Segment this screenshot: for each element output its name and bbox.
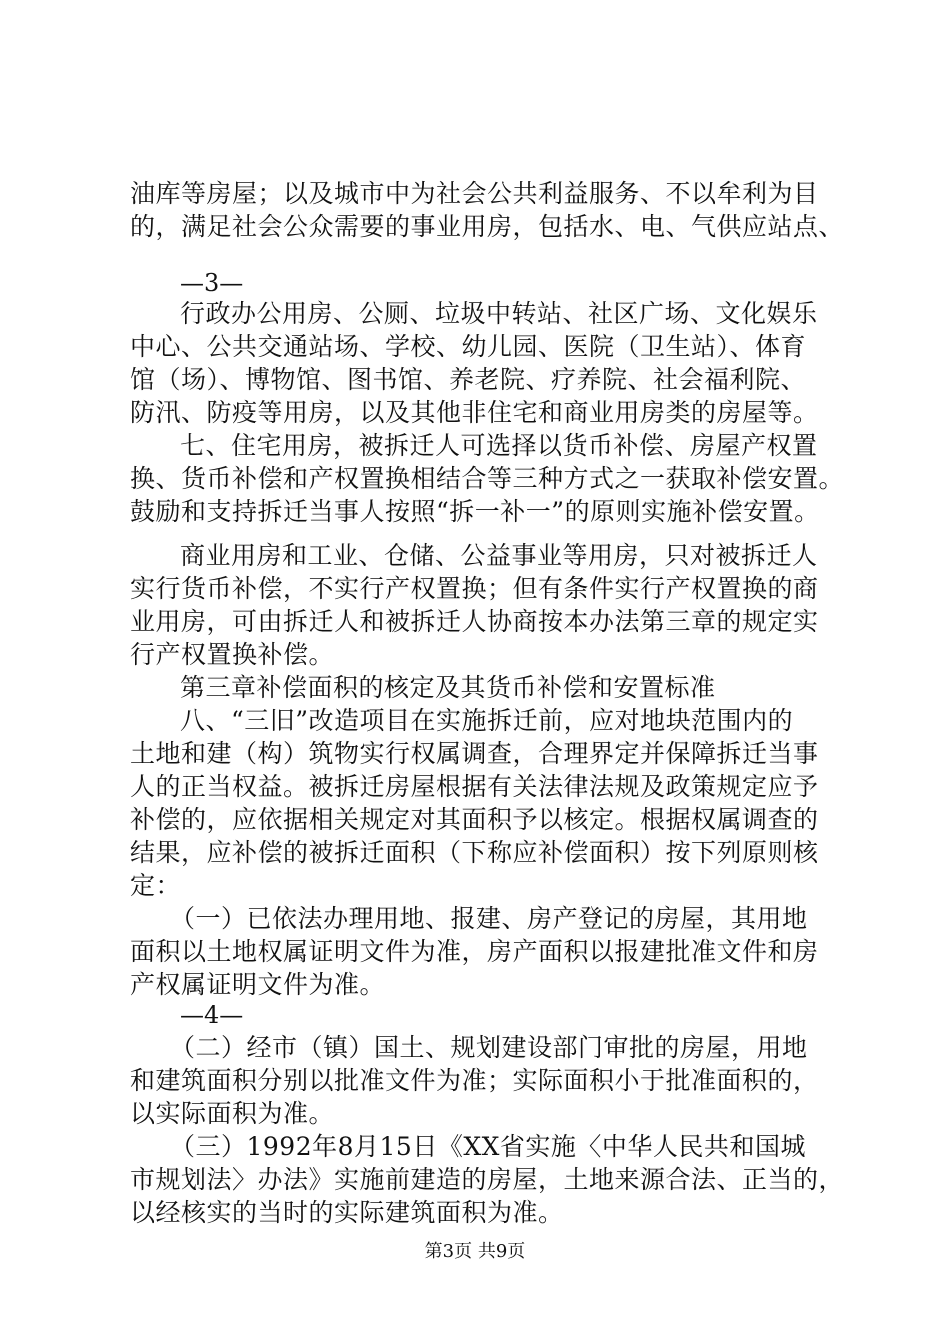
text-line: 结果，应补偿的被拆迁面积（下称应补偿面积）按下列原则核 xyxy=(130,838,819,867)
text-line: 商业用房和工业、仓储、公益事业等用房，只对被拆迁人 xyxy=(180,541,818,570)
text-line: 实行货币补偿，不实行产权置换；但有条件实行产权置换的商 xyxy=(130,574,819,603)
page-marker: —3— xyxy=(180,269,244,297)
text-line: 以实际面积为准。 xyxy=(130,1099,335,1128)
text-line: 中心、公共交通站场、学校、幼儿园、医院（卫生站）、体育 xyxy=(130,332,807,361)
text-line: 市规划法〉办法》实施前建造的房屋，土地来源合法、正当的， xyxy=(130,1165,845,1194)
text-line: 防汛、防疫等用房，以及其他非住宅和商业用房类的房屋等。 xyxy=(130,398,819,427)
text-line: 鼓励和支持拆迁当事人按照“拆一补一”的原则实施补偿安置。 xyxy=(130,497,820,526)
text-line: 补偿的，应依据相关规定对其面积予以核定。根据权属调查的 xyxy=(130,805,819,834)
text-line: 以经核实的当时的实际建筑面积为准。 xyxy=(130,1198,564,1227)
text-line: 业用房，可由拆迁人和被拆迁人协商按本办法第三章的规定实 xyxy=(130,607,819,636)
text-line: 人的正当权益。被拆迁房屋根据有关法律法规及政策规定应予 xyxy=(130,772,819,801)
section-heading: 第三章补偿面积的核定及其货币补偿和安置标准 xyxy=(180,673,716,702)
text-line: 行政办公用房、公厕、垃圾中转站、社区广场、文化娱乐 xyxy=(180,299,818,328)
text-line: 定： xyxy=(130,871,182,900)
text-line: 土地和建（构）筑物实行权属调查，合理界定并保障拆迁当事 xyxy=(130,739,819,768)
text-line: 行产权置换补偿。 xyxy=(130,640,335,669)
text-line: （一）已依法办理用地、报建、房产登记的房屋，其用地 xyxy=(170,904,808,933)
text-line: 油库等房屋；以及城市中为社会公共利益服务、不以牟利为目 xyxy=(130,179,819,208)
page-marker: —4— xyxy=(180,1001,244,1029)
text-line: 馆（场）、博物馆、图书馆、养老院、疗养院、社会福利院、 xyxy=(130,365,807,394)
text-line: （三）1992年8月15日《XX省实施〈中华人民共和国城 xyxy=(170,1132,806,1161)
page-footer: 第3页 共9页 xyxy=(424,1241,526,1262)
text-line: 七、住宅用房，被拆迁人可选择以货币补偿、房屋产权置 xyxy=(180,431,818,460)
text-line: 的，满足社会公众需要的事业用房，包括水、电、气供应站点、 xyxy=(130,212,845,241)
text-line: 和建筑面积分别以批准文件为准；实际面积小于批准面积的， xyxy=(130,1066,819,1095)
text-line: 面积以土地权属证明文件为准，房产面积以报建批准文件和房 xyxy=(130,937,819,966)
text-line: 换、货币补偿和产权置换相结合等三种方式之一获取补偿安置。 xyxy=(130,464,845,493)
text-line: 产权属证明文件为准。 xyxy=(130,970,386,999)
text-line: （二）经市（镇）国土、规划建设部门审批的房屋，用地 xyxy=(170,1033,808,1062)
text-line: 八、“三旧”改造项目在实施拆迁前，应对地块范围内的 xyxy=(180,706,794,735)
